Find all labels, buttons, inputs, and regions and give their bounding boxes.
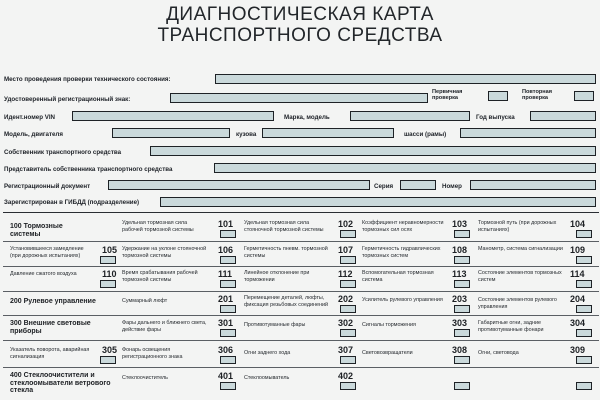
param-code: 101 (218, 219, 234, 229)
param-code: 304 (570, 318, 586, 328)
brand-label: Марка, модель (284, 114, 330, 121)
param-checkbox[interactable] (340, 280, 356, 288)
param-label: Суммарный люфт (122, 298, 168, 304)
row-separator (3, 367, 599, 368)
rep-field[interactable] (214, 163, 596, 173)
cert-field[interactable] (170, 93, 428, 103)
param-checkbox[interactable] (220, 280, 236, 288)
section-checkbox[interactable] (100, 356, 116, 364)
row-separator (3, 291, 599, 292)
param-code: 303 (452, 318, 468, 328)
param-label: Усилитель рулевого управления (362, 297, 443, 303)
param-checkbox[interactable] (576, 305, 592, 313)
param-label: Сигналы торможения (362, 322, 416, 328)
param-label: Вспомогательная тормозная система (362, 270, 434, 283)
param-checkbox[interactable] (576, 230, 592, 238)
param-checkbox[interactable] (454, 305, 470, 313)
year-field[interactable] (530, 111, 596, 121)
body-label: кузова (236, 131, 257, 138)
section-label: Установившееся замедление (при дорожных испытаниях) (10, 246, 84, 259)
param-checkbox[interactable] (340, 356, 356, 364)
engine-model-field[interactable] (112, 128, 230, 138)
body-field[interactable] (262, 128, 394, 138)
param-code: 402 (338, 371, 354, 381)
param-code: 307 (338, 345, 354, 355)
param-code: 302 (338, 318, 354, 328)
number-label: Номер (442, 183, 462, 190)
param-label: Герметичность пневм. тормозной системы (244, 246, 328, 259)
param-label: Тормозной путь (при дорожных испытаниях) (478, 220, 557, 233)
param-label: Стеклоомыватель (244, 375, 290, 381)
series-field[interactable] (400, 180, 436, 190)
param-label: Огни, световода (478, 350, 519, 356)
section-code: 110 (102, 269, 117, 279)
title-line-2: ТРАНСПОРТНОГО СРЕДСТВА (157, 25, 443, 46)
reg-doc-field[interactable] (108, 180, 370, 190)
vin-label: Идент.номер VIN (4, 114, 56, 121)
param-code: 107 (338, 245, 354, 255)
section-label: 400 Стеклоочистители и стеклоомыватели ветрового стекла (10, 372, 111, 394)
param-checkbox[interactable] (340, 230, 356, 238)
param-label: Линейное отклонение при торможении (244, 270, 310, 283)
param-label: Огни заднего хода (244, 350, 291, 356)
cert-label: Удостоверенный регистрационный знак: (4, 96, 131, 103)
chassis-label: шасси (рамы) (404, 131, 447, 138)
param-code: 106 (218, 245, 234, 255)
row-separator (3, 315, 599, 316)
repeat-check-label: Повторная проверка (522, 89, 553, 101)
param-label: Фонарь освещения регистрационного знака (122, 347, 183, 360)
param-label: Манометр, система сигнализации (478, 246, 563, 252)
section-label: 200 Рулевое управление (10, 298, 96, 305)
param-code: 308 (452, 345, 468, 355)
param-code: 112 (338, 269, 353, 279)
param-label: Световозвращатели (362, 350, 413, 356)
param-label: Состояние элементов тормозных систем (478, 270, 562, 283)
param-label: Коэффициент неравномерности тормозных сил осях (362, 220, 444, 233)
param-checkbox[interactable] (454, 356, 470, 364)
row-separator (3, 241, 599, 242)
param-checkbox[interactable] (576, 280, 592, 288)
param-code: 108 (452, 245, 468, 255)
param-checkbox[interactable] (576, 256, 592, 264)
param-code: 111 (218, 269, 233, 279)
chassis-field[interactable] (460, 128, 596, 138)
param-code: 301 (218, 318, 234, 328)
param-code: 103 (452, 219, 468, 229)
param-code: 104 (570, 219, 586, 229)
brand-field[interactable] (350, 111, 470, 121)
param-checkbox[interactable] (340, 256, 356, 264)
param-checkbox[interactable] (220, 329, 236, 337)
param-label: Удельная тормозная сила рабочей тормозной системы (122, 220, 194, 233)
param-label: Состояние элементов рулевого управления (478, 297, 557, 310)
param-checkbox[interactable] (220, 305, 236, 313)
year-label: Год выпуска (476, 114, 515, 121)
param-label: Удельная тормозная сила стояночной тормозной системы (244, 220, 324, 233)
section-label: Давление сжатого воздуха (10, 271, 77, 277)
param-label: Противотуманные фары (244, 322, 306, 328)
param-checkbox[interactable] (454, 382, 470, 390)
param-code: 113 (452, 269, 467, 279)
vin-field[interactable] (72, 111, 274, 121)
title-line-1: ДИАГНОСТИЧЕСКАЯ КАРТА (166, 4, 434, 25)
param-checkbox[interactable] (454, 230, 470, 238)
section-label: 100 Тормозные системы (10, 223, 63, 238)
param-label: Фары дальнего и ближнего света, действие фары (122, 320, 207, 333)
param-code: 114 (570, 269, 585, 279)
param-checkbox[interactable] (340, 305, 356, 313)
param-label: Перемещение деталей, люфты, фиксация резьбовых соединений (244, 295, 329, 308)
repeat-check-box[interactable] (574, 91, 594, 101)
param-code: 201 (218, 294, 234, 304)
place-label: Место проведения проверки технического состояния: (4, 76, 171, 83)
param-label: Стеклоочиститель (122, 375, 168, 381)
rep-label: Представитель собственника транспортного средства (4, 166, 173, 173)
param-code: 109 (570, 245, 586, 255)
registered-label: Зарегистрирован в ГИБДД (подразделение) (4, 199, 140, 206)
param-checkbox[interactable] (454, 329, 470, 337)
section-checkbox[interactable] (100, 280, 116, 288)
param-code: 102 (338, 219, 354, 229)
number-field[interactable] (470, 180, 596, 190)
owner-field[interactable] (150, 146, 596, 156)
param-checkbox[interactable] (454, 256, 470, 264)
param-checkbox[interactable] (340, 382, 356, 390)
param-label: Время срабатывания рабочей тормозной системы (122, 270, 198, 283)
param-checkbox[interactable] (220, 256, 236, 264)
param-checkbox[interactable] (576, 356, 592, 364)
param-label: Удержание на уклоне стояночной тормозной системы (122, 246, 207, 259)
param-code: 202 (338, 294, 354, 304)
section-checkbox[interactable] (100, 256, 116, 264)
param-checkbox[interactable] (220, 230, 236, 238)
place-field[interactable] (215, 74, 596, 84)
first-check-label: Первичная проверка (432, 89, 463, 101)
param-checkbox[interactable] (220, 382, 236, 390)
divider (3, 212, 599, 213)
param-label: Габаритные огни, задние противотуманные фонари (478, 320, 544, 333)
param-code: 309 (570, 345, 586, 355)
param-checkbox[interactable] (576, 329, 592, 337)
param-code: 203 (452, 294, 468, 304)
section-code: 305 (102, 345, 118, 355)
registered-field[interactable] (160, 197, 596, 207)
param-code: 401 (218, 371, 234, 381)
section-label: Указатель поворота, аварийная сигнализация (10, 347, 90, 360)
row-separator (3, 266, 599, 267)
section-label: 300 Внешние световые приборы (10, 320, 91, 335)
param-checkbox[interactable] (576, 382, 592, 390)
param-code: 204 (570, 294, 586, 304)
param-label: Герметичность гидравлических тормозных систем (362, 246, 441, 259)
engine-model-label: Модель, двигателя (4, 131, 63, 138)
first-check-box[interactable] (488, 91, 508, 101)
param-checkbox[interactable] (340, 329, 356, 337)
row-separator (3, 340, 599, 341)
section-code: 105 (102, 245, 118, 255)
param-checkbox[interactable] (454, 280, 470, 288)
param-code: 306 (218, 345, 234, 355)
param-checkbox[interactable] (220, 356, 236, 364)
owner-label: Собственник транспортного средства (4, 149, 122, 156)
reg-doc-label: Регистрационный документ (4, 183, 91, 190)
series-label: Серия (374, 183, 394, 190)
